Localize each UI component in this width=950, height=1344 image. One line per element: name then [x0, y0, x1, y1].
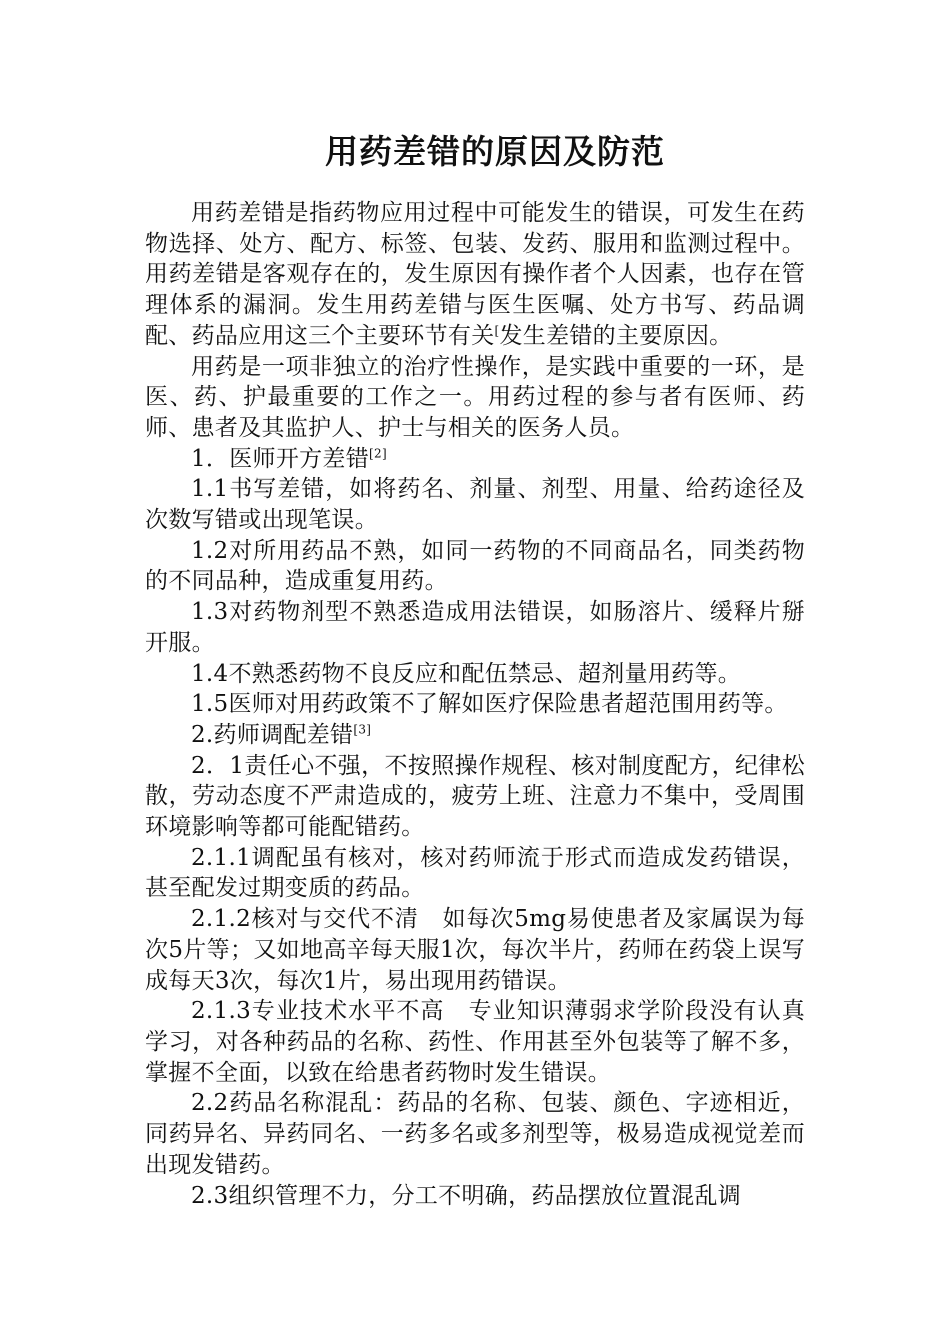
paragraph	[145, 659, 805, 690]
paragraph-text: 2.3组织管理不力，分工不明确，药品摆放位置混乱调	[191, 1182, 742, 1209]
paragraph	[145, 996, 805, 1088]
paragraph	[145, 843, 805, 904]
paragraph-text: 2．1责任心不强，不按照操作规程、核对制度配方，纪律松散，劳动态度不严肃造成的，疲劳上班、注意力不集中，受周围环境影响等都可能配错药。	[145, 752, 805, 841]
paragraph	[145, 1088, 805, 1180]
paragraph	[145, 536, 805, 597]
section-heading	[145, 720, 805, 751]
citation-mark: [2]	[369, 445, 387, 460]
paragraph-text: 1.5医师对用药政策不了解如医疗保险患者超范围用药等。	[191, 691, 788, 718]
paragraph	[145, 1181, 805, 1212]
paragraph-text: 2.2药品名称混乱：药品的名称、包装、颜色、字迹相近，同药异名、异药同名、一药多名或多剂型等，极易造成视觉差而出现发错药。	[145, 1090, 805, 1178]
paragraph-text: 1．医师开方差错	[191, 445, 370, 472]
paragraph	[145, 689, 805, 720]
paragraph	[145, 352, 805, 444]
paragraph	[145, 198, 805, 352]
paragraph-text: 1.1书写差错，如将药名、剂量、剂型、用量、给药途径及次数写错或出现笔误。	[145, 476, 805, 534]
document-title: 用药差错的原因及防范	[325, 132, 665, 171]
paragraph-text: 用药差错是指药物应用过程中可能发生的错误，可发生在药物选择、处方、配方、标签、包装、发药、服用和监测过程中。用药差错是客观存在的，发生原因有操作者个人因素，也存在管理体系的漏洞。发生用药差错与医生医嘱、处方书写、药品调配、药品应用这三个主要环节有关	[145, 200, 805, 349]
section-heading	[145, 444, 805, 475]
paragraph	[145, 597, 805, 658]
paragraph-text: 1.3对药物剂型不熟悉造成用法错误，如肠溶片、缓释片掰开服。	[145, 599, 805, 656]
paragraph	[145, 751, 805, 843]
citation-mark: [3]	[353, 722, 372, 737]
paragraph-text: 2.1.2核对与交代不清 如每次5mg易使患者及家属误为每次5片等；又如地高辛每天服1次，每次半片，药师在药袋上误写成每天3次，每次1片，易出现用药错误。	[145, 906, 805, 994]
paragraph	[145, 904, 805, 996]
citation-mark: [	[494, 323, 500, 338]
paragraph-tail: 发生差错的主要原因。	[499, 322, 733, 349]
paragraph-text: 2.1.1调配虽有核对，核对药师流于形式而造成发药错误，甚至配发过期变质的药品。	[145, 844, 805, 902]
paragraph-text: 2.药师调配差错	[191, 721, 354, 748]
paragraph-text: 用药是一项非独立的治疗性操作，是实践中重要的一环，是医、药、护最重要的工作之一。用药过程的参与者有医师、药师、患者及其监护人、护士与相关的医务人员。	[145, 353, 805, 441]
document-body	[145, 198, 805, 1211]
paragraph-text: 1.4不熟悉药物不良反应和配伍禁忌、超剂量用药等。	[191, 660, 742, 687]
paragraph-text: 2.1.3专业技术水平不高 专业知识薄弱求学阶段没有认真学习，对各种药品的名称、药性、作用甚至外包装等了解不多，掌握不全面，以致在给患者药物时发生错误。	[145, 998, 805, 1086]
paragraph-text: 1.2对所用药品不熟，如同一药物的不同商品名，同类药物的不同品种，造成重复用药。	[145, 537, 805, 595]
paragraph	[145, 474, 805, 535]
